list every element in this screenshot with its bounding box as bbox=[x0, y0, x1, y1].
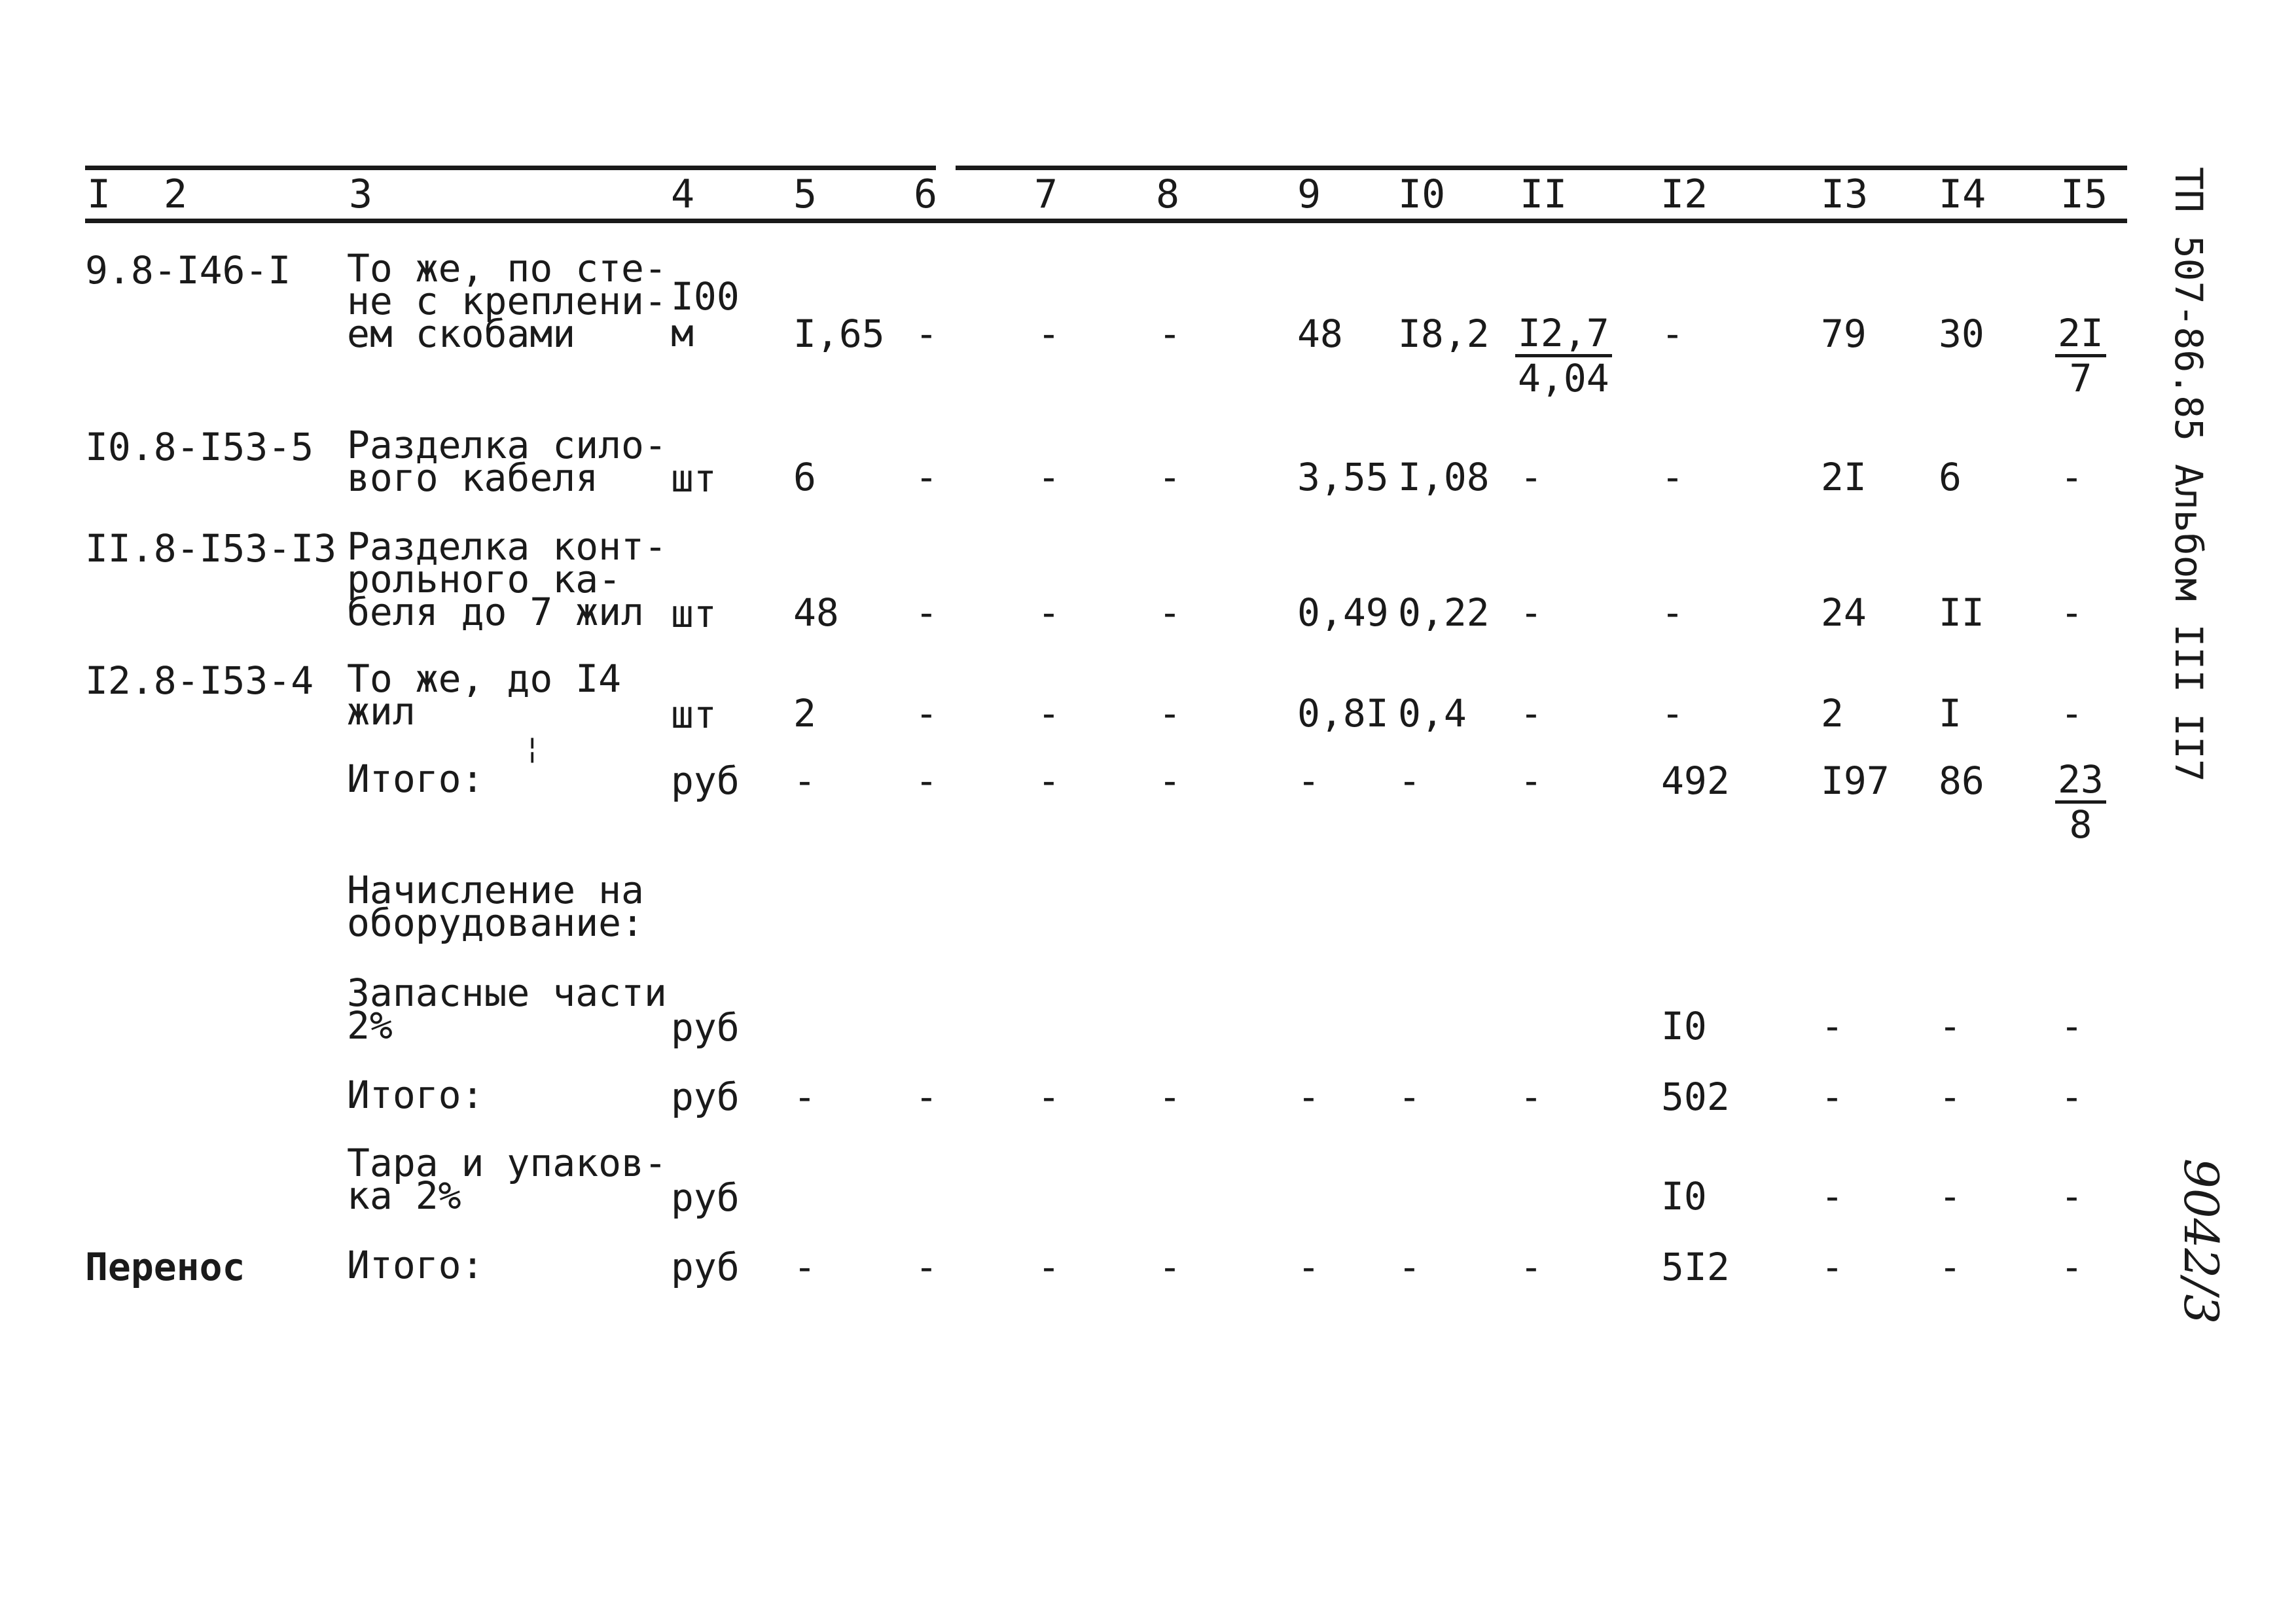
cell-col-10: - bbox=[1398, 1075, 1421, 1119]
cell-col-9: - bbox=[1297, 1075, 1320, 1119]
fraction-denominator: 8 bbox=[2069, 802, 2092, 847]
cell-col-7: - bbox=[1037, 590, 1060, 635]
row-description: Разделка сило- вого кабеля bbox=[347, 423, 667, 500]
cell-col-13: 2 bbox=[1821, 691, 1844, 736]
cell-col-12: - bbox=[1661, 590, 1684, 635]
cell-col-14: 6 bbox=[1939, 455, 1962, 499]
cell-col-5: 2 bbox=[793, 691, 816, 736]
col-header-15: I5 bbox=[2060, 171, 2108, 217]
cell-col-11: - bbox=[1520, 1245, 1543, 1289]
cell-col-5: I,65 bbox=[793, 312, 885, 356]
cell-col-14: - bbox=[1939, 1004, 1962, 1048]
cell-col-7: - bbox=[1037, 758, 1060, 803]
fraction-numerator: I2,7 bbox=[1515, 312, 1612, 357]
col-header-5: 5 bbox=[793, 171, 817, 217]
row-description: То же, до I4 жил bbox=[347, 656, 622, 734]
col-header-13: I3 bbox=[1821, 171, 1869, 217]
row-description: Тара и упаков- ка 2% bbox=[347, 1141, 667, 1218]
cell-col-8: - bbox=[1158, 1075, 1181, 1119]
row-unit: шт bbox=[671, 456, 717, 501]
col-header-11: II bbox=[1520, 171, 1568, 217]
cell-col-15: - bbox=[2060, 1075, 2083, 1119]
cell-col-9: 3,55 bbox=[1297, 455, 1389, 499]
document-reference: ТП 507-86.85 Альбом III bbox=[2166, 167, 2211, 693]
cell-col-11: - bbox=[1520, 1075, 1543, 1119]
cell-col-10: I,08 bbox=[1398, 455, 1490, 499]
row-unit: I00 м bbox=[671, 274, 740, 355]
fraction-numerator: 23 bbox=[2055, 758, 2106, 804]
cell-col-6: - bbox=[915, 758, 938, 803]
cell-col-15: - bbox=[2060, 455, 2083, 499]
cell-col-9: 0,49 bbox=[1297, 590, 1389, 635]
cell-col-5: 6 bbox=[793, 455, 816, 499]
header-rule-right bbox=[1198, 219, 2127, 223]
cell-col-14: - bbox=[1939, 1075, 1962, 1119]
cell-col-6: - bbox=[915, 455, 938, 499]
cell-col-8: - bbox=[1158, 1245, 1181, 1289]
row-code: I0.8-I53-5 bbox=[85, 425, 314, 469]
cell-col-7: - bbox=[1037, 1075, 1060, 1119]
cell-col-12: I0 bbox=[1661, 1004, 1707, 1048]
cell-col-14: 86 bbox=[1939, 758, 1984, 803]
cell-col-11: - bbox=[1520, 590, 1543, 635]
cell-col-15: - bbox=[2060, 1245, 2083, 1289]
row-code: II.8-I53-I3 bbox=[85, 526, 337, 571]
cell-col-15: - bbox=[2060, 1004, 2083, 1048]
col-header-3: 3 bbox=[349, 171, 373, 217]
page-number: II7 bbox=[2166, 713, 2211, 782]
cell-col-6: - bbox=[915, 1075, 938, 1119]
row-unit: руб bbox=[671, 1175, 740, 1220]
cell-col-6: - bbox=[915, 691, 938, 736]
cell-col-12: - bbox=[1661, 312, 1684, 356]
cell-col-8: - bbox=[1158, 758, 1181, 803]
cell-col-11: - bbox=[1520, 455, 1543, 499]
cell-col-6: - bbox=[915, 312, 938, 356]
cell-col-14: - bbox=[1939, 1245, 1962, 1289]
cell-col-12: - bbox=[1661, 455, 1684, 499]
cell-col-11: - bbox=[1520, 691, 1543, 736]
cell-col-13: 24 bbox=[1821, 590, 1867, 635]
cell-col-14: 30 bbox=[1939, 312, 1984, 356]
row-unit: руб bbox=[671, 1075, 740, 1119]
cell-col-11-fraction bbox=[1515, 312, 1612, 399]
col-header-12: I2 bbox=[1660, 171, 1708, 217]
row-description: Разделка конт- рольного ка- беля до 7 жил bbox=[347, 524, 667, 634]
cell-col-13: - bbox=[1821, 1245, 1844, 1289]
cell-col-10: 0,22 bbox=[1398, 590, 1490, 635]
col-header-14: I4 bbox=[1939, 171, 1986, 217]
cell-col-8: - bbox=[1158, 312, 1181, 356]
row-code: I2.8-I53-4 bbox=[85, 658, 314, 703]
cell-col-13: 79 bbox=[1821, 312, 1867, 356]
top-rule-right bbox=[956, 166, 2127, 170]
row-unit: шт bbox=[671, 592, 717, 636]
cell-col-9: 48 bbox=[1297, 312, 1343, 356]
row-unit: руб bbox=[671, 1005, 740, 1050]
col-header-6: 6 bbox=[914, 171, 938, 217]
cell-col-8: - bbox=[1158, 455, 1181, 499]
cell-col-9: 0,8I bbox=[1297, 691, 1389, 736]
cell-col-10: - bbox=[1398, 1245, 1421, 1289]
row-description: Итого: bbox=[347, 757, 484, 801]
col-header-8: 8 bbox=[1156, 171, 1180, 217]
cell-col-6: - bbox=[915, 1245, 938, 1289]
cell-col-10: 0,4 bbox=[1398, 691, 1467, 736]
row-description: Итого: bbox=[347, 1073, 484, 1117]
cell-col-15: - bbox=[2060, 590, 2083, 635]
header-rule-left bbox=[85, 219, 1198, 223]
cell-col-9: - bbox=[1297, 1245, 1320, 1289]
fraction-denominator: 7 bbox=[2069, 356, 2092, 401]
fraction-denominator: 4,04 bbox=[1518, 356, 1609, 401]
cell-col-13: - bbox=[1821, 1174, 1844, 1219]
cell-col-15: - bbox=[2060, 1174, 2083, 1219]
row-description: Начисление на оборудование: bbox=[347, 868, 644, 945]
cell-col-8: - bbox=[1158, 590, 1181, 635]
cell-col-5: - bbox=[793, 1245, 816, 1289]
row-unit: руб bbox=[671, 1245, 740, 1289]
cell-col-12: 5I2 bbox=[1661, 1245, 1730, 1289]
cell-col-10: I8,2 bbox=[1398, 312, 1490, 356]
cell-col-13: 2I bbox=[1821, 455, 1867, 499]
col-header-4: 4 bbox=[671, 171, 695, 217]
col-header-2: 2 bbox=[164, 171, 188, 217]
cell-col-5: - bbox=[793, 1075, 816, 1119]
cell-col-15: - bbox=[2060, 691, 2083, 736]
row-description: Запасные части 2% bbox=[347, 971, 667, 1048]
cell-col-7: - bbox=[1037, 691, 1060, 736]
row-description: То же, по сте- не с креплени- ем скобами bbox=[347, 246, 667, 356]
cell-col-14: I bbox=[1939, 691, 1962, 736]
cell-col-11: - bbox=[1520, 758, 1543, 803]
cell-col-15-fraction bbox=[2055, 312, 2106, 399]
cell-col-6: - bbox=[915, 590, 938, 635]
cell-col-12: 502 bbox=[1661, 1075, 1730, 1119]
handwritten-number: 9042/3 bbox=[2174, 1158, 2229, 1325]
col-header-9: 9 bbox=[1297, 171, 1321, 217]
row-code: 9.8-I46-I bbox=[85, 248, 291, 293]
row-code: Перенос bbox=[85, 1245, 245, 1289]
cell-col-14: - bbox=[1939, 1174, 1962, 1219]
cell-col-15-fraction bbox=[2055, 758, 2106, 846]
top-rule-left bbox=[85, 166, 936, 170]
row-unit: руб bbox=[671, 758, 740, 803]
cell-col-14: II bbox=[1939, 590, 1984, 635]
cell-col-7: - bbox=[1037, 455, 1060, 499]
stray-mark: ¦ bbox=[524, 732, 541, 765]
cell-col-13: I97 bbox=[1821, 758, 1890, 803]
cell-col-7: - bbox=[1037, 312, 1060, 356]
cell-col-5: - bbox=[793, 758, 816, 803]
cell-col-13: - bbox=[1821, 1075, 1844, 1119]
cell-col-5: 48 bbox=[793, 590, 839, 635]
col-header-7: 7 bbox=[1034, 171, 1058, 217]
cell-col-12: 492 bbox=[1661, 758, 1730, 803]
row-unit: шт bbox=[671, 692, 717, 737]
cell-col-12: I0 bbox=[1661, 1174, 1707, 1219]
cell-col-8: - bbox=[1158, 691, 1181, 736]
fraction-numerator: 2I bbox=[2055, 312, 2106, 357]
row-description: Итого: bbox=[347, 1243, 484, 1287]
cell-col-10: - bbox=[1398, 758, 1421, 803]
cell-col-9: - bbox=[1297, 758, 1320, 803]
col-header-10: I0 bbox=[1398, 171, 1446, 217]
cell-col-12: - bbox=[1661, 691, 1684, 736]
cell-col-13: - bbox=[1821, 1004, 1844, 1048]
col-header-1: I bbox=[87, 171, 111, 217]
cell-col-7: - bbox=[1037, 1245, 1060, 1289]
